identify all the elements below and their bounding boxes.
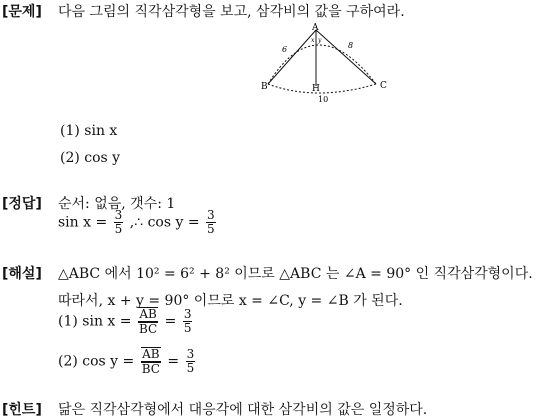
explanation-l3-rnum: 3	[183, 307, 192, 321]
answer-sin-den: 5	[114, 222, 123, 236]
label-h: H	[312, 84, 320, 94]
problem-item-2: (2) cos y	[60, 150, 121, 166]
explanation-l3-num: AB	[139, 307, 157, 321]
answer-sin-lhs: sin x =	[58, 214, 108, 231]
explanation-l3-result	[183, 308, 193, 335]
answer-line1: 순서: 없음, 갯수: 1	[58, 196, 176, 212]
explanation-l4-num: AB	[142, 347, 160, 361]
explanation-l4-rnum: 3	[186, 347, 195, 361]
label-angle-x: x	[311, 37, 315, 44]
answer-sin-num: 3	[114, 208, 123, 222]
explanation-l4-result	[186, 348, 196, 375]
explanation-line2: 따라서, x + y = 90° 이므로 x = ∠C, y = ∠B 가 된다.	[58, 293, 403, 309]
explanation-l3-fraction	[138, 307, 158, 336]
explanation-l3-eq: =	[164, 313, 177, 330]
label-c: C	[380, 81, 387, 91]
side-ab	[268, 30, 316, 84]
explanation-line4	[58, 347, 197, 376]
explanation-line3	[58, 307, 194, 336]
answer-separator: ,∴ cos y =	[129, 214, 200, 231]
explanation-l3-lhs: (1) sin x =	[58, 313, 132, 330]
hint-tag: [힌트]	[2, 402, 42, 418]
base-arc	[268, 84, 376, 93]
answer-line2	[58, 209, 218, 236]
triangle-figure	[258, 22, 398, 102]
label-side-ac: 8	[348, 41, 354, 50]
answer-cos-num: 3	[207, 208, 215, 222]
explanation-l4-den: BC	[141, 362, 160, 376]
label-b: B	[261, 82, 268, 92]
explanation-l4-eq: =	[167, 353, 180, 370]
side-ac	[316, 30, 376, 84]
answer-tag: [정답]	[2, 196, 42, 212]
hint-text: 닮은 직각삼각형에서 대응각에 대한 삼각비의 값은 일정하다.	[58, 402, 428, 418]
problem-tag: [문제]	[2, 4, 42, 20]
explanation-l3-rden: 5	[183, 321, 192, 335]
answer-cos-fraction	[206, 209, 216, 236]
label-a: A	[312, 23, 319, 33]
answer-cos-den: 5	[207, 222, 215, 236]
label-angle-y: y	[318, 37, 322, 44]
explanation-line1: △ABC 에서 10² = 6² + 8² 이므로 △ABC 는 ∠A = 90° 인 직각삼각형이다.	[58, 266, 533, 282]
label-side-bc: 10	[318, 95, 329, 102]
problem-item-1: (1) sin x	[60, 123, 118, 139]
explanation-l3-den: BC	[138, 322, 158, 336]
explanation-l4-rden: 5	[186, 361, 195, 375]
explanation-l4-lhs: (2) cos y =	[58, 353, 135, 370]
explanation-l4-fraction	[141, 347, 161, 376]
problem-statement: 다음 그림의 직각삼각형을 보고, 삼각비의 값을 구하여라.	[58, 4, 405, 20]
explanation-tag: [해설]	[2, 266, 42, 282]
answer-sin-fraction	[114, 209, 124, 236]
label-side-ab: 6	[282, 45, 288, 54]
